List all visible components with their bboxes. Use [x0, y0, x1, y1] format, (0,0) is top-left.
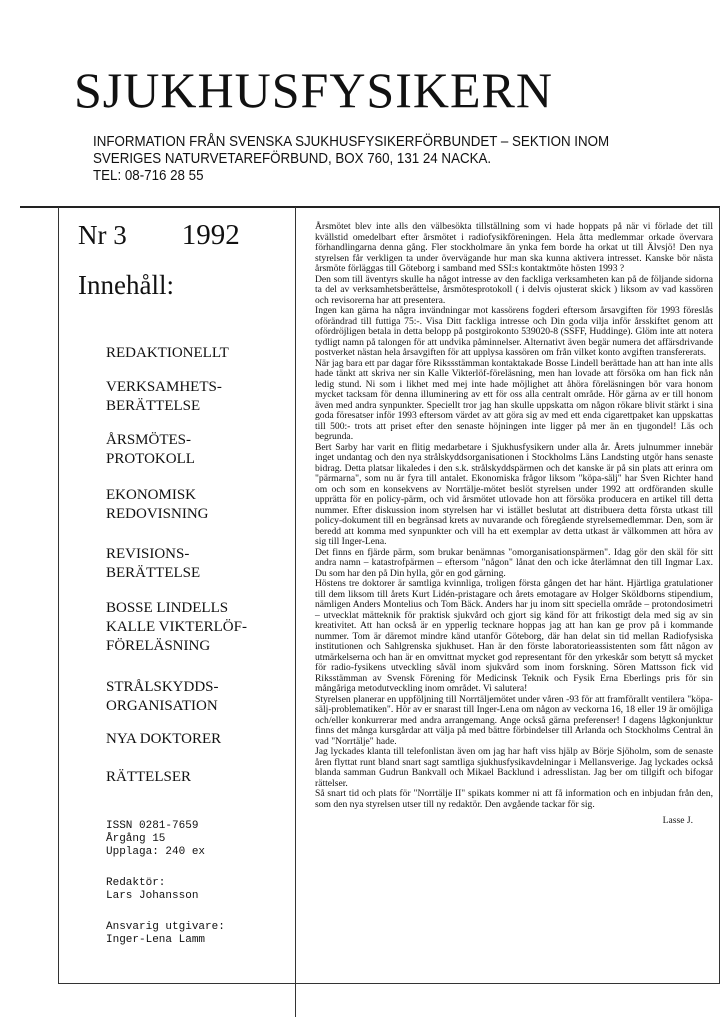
editorial-column	[315, 222, 713, 827]
meta-editor	[106, 877, 225, 903]
toc-item-rattelser: RÄTTELSER	[106, 769, 191, 785]
issue-year: 1992	[181, 219, 240, 251]
editorial-paragraph: Höstens tre doktorer är samtliga kvinnliga, troligen första gången det har hänt. Hjärtliga gratulationer till dem liksom till årets Kurt Lidén-pristagare och årets emotagare av Holger Sköldborns stipendium, nämligen Anders Montelius och Tom Bäck. Anders har ju inom sitt speciella område – protondosimetri – utvecklat mätteknik för praktisk sjukvård och gjort sig känd för att frikostigt dela med sig av sin kreativitet. Att han också är en ypperlig tecknare hoppas jag att han kan ge prov på i kommande nummer. Tom är däremot mindre känd utanför Göteborg, där han delat sin tid mellan Radiofysiska institutionen och Sahlgrenska sjukhuset. Han är den förste laboratorieassistenten som fått någon av utmärkelserna och han är en omvittnat mycket god representant för den yrkeskår som betytt så mycket för radio-fysikens utveckling såväl inom sjukvård som inom forskning. Sören Mattsson fick vid Riksstämman av Svensk Förening för Medicinsk Teknik och Fysik Erna Eberlings pris för sin mångåriga metodutveckling inom området. Vi salutera!	[315, 578, 713, 694]
toc-item-revisionsberattelse: REVISIONS- BERÄTTELSE	[106, 546, 201, 581]
editor-name: Lars Johansson	[106, 890, 199, 902]
editorial-paragraph: Ingen kan gärna ha några invändningar mot kassörens fogderi eftersom årsavgiften för 1993 föreslås oförändrad till futtiga 75:-. Visa Ditt fackliga intresse och Din goda vilja inför årsskiftet genom att ofördröjligen betala in detta belopp på postgirokonto 539020-8 (SSFF, Huddinge). Glöm inte att notera tydligt namn på talongen för att undvika påminnelser. Alternativt även begär numera det affärsdrivande postverket nästan hela årsavgiften för att upplysa kassören om från vilket konto avgiften transfererats.	[315, 305, 713, 358]
masthead-title: SJUKHUSFYSIKERN	[74, 62, 553, 118]
header-divider	[20, 206, 720, 208]
editorial-paragraph: Årsmötet blev inte alls den välbesökta tillställning som vi hade hoppats på när vi förlade det till kvällstid omedelbart efter årsmötet i radiofysikföreningen. Hela åtta medlemmar orkade övervara förhandlingarna denna gång. Fler stockholmare än ynka fem borde ha orkat ut till Älvsjö! Den nya styrelsen får verkligen ta under övervägande hur man ska kunna aktivera intresset. Kanske bör nästa årsmöte förläggas till Göteborg i samband med SSI:s kontaktmöte hösten 1993 ?	[315, 221, 713, 274]
toc-item-redaktionellt: REDAKTIONELLT	[106, 345, 229, 361]
editor-label: Redaktör:	[106, 877, 166, 889]
editorial-paragraph: När jag bara ett par dagar före Rikssstämman kontaktakade Bosse Lindell berättade han att han inte alls hade tänkt att skriva ner sin Kalle Vikterlöf-föreläsning, men han lovade att försöka om han fick nån ledig stund. Ni som i likhet med mej inte hade möjlighet att åhöra föreläsningen bör vara honom mycket tacksam för denna illuminering av ett för oss alla centralt område. Hör gärna av er till honom även med andra synpunkter. Speciellt tror jag han skulle uppskatta om någon rökare blivit stärkt i sina goda föresatser inför 1993 eftersom värdet av att göra sig av med ett enda cigarettpaket kan uppskattas till 500:- trots att priset efter den senaste höjningen inte ligger på mer än en tjugondel! Läs och begrunda.	[315, 357, 713, 442]
publication-meta	[106, 820, 225, 965]
publisher-info-line: TEL: 08-716 28 55	[93, 168, 204, 184]
issue-line	[78, 220, 288, 250]
editorial-paragraph: Så snart tid och plats för "Norrtälje II" spikats kommer ni att få information och en inbjudan från den, som den nya styrelsen utser till ny redaktör. Den avgående tackar för sig.	[315, 788, 713, 810]
toc-item-stralskyddsorganisation: STRÅLSKYDDS- ORGANISATION	[106, 679, 219, 714]
footer-divider	[58, 983, 720, 984]
upplaga: Upplaga: 240 ex	[106, 846, 206, 858]
argang: Årgång 15	[106, 833, 166, 845]
toc-item-nya-doktorer: NYA DOKTORER	[106, 731, 222, 747]
editorial-paragraph: Den som till äventyrs skulle ha något intresse av den fackliga verksamheten kan på de följande sidorna ta del av verksamhetsberättelse, årsmötesprotokoll ( i delvis ojusterat skick ) liksom av vad kassören och revisorerna har att presentera.	[315, 273, 713, 306]
publisher-label: Ansvarig utgivare:	[106, 921, 225, 933]
editorial-paragraph: Bert Sarby har varit en flitig medarbetare i Sjukhusfysikern under alla år. Årets julnummer innebär inget undantag och den nya strålskyddsorganisationen i Stockholms Läns Landsting utgör hans senaste bidrag. Detta platsar likaledes i den s.k. strålskyddspärmen och det kanske är på sin plats att erinra om "pärmarna", som nu är fyra till antalet. Ekonomiska frågor liksom "köpa-sälj" har Sven Richter hand om och som en konsekvens av Norrtälje-mötet beslöt styrelsen under 1992 att ordföranden skulle upprätta för en policy-pärm, och vid årsmötet utlovade hon att försöka producera en artikel till detta nummer. Efter diskussion inom styrelsen har vi istället beslutat att distribuera detta första utkast till policy-dokument till en begränsad krets av nuvarande och föregående styrelsemedlemmar. Den, som är beredd att komma med synpunkter och vill ha ett exemplar av detta utkast är välkommen att höra av sig till Inger-Lena.	[315, 441, 713, 547]
issue-number: Nr 3	[78, 220, 127, 250]
issn: ISSN 0281-7659	[106, 820, 199, 832]
editorial-paragraph: Styrelsen planerar en uppföljning till Norrtäljemötet under våren -93 för att framförallt ventilera "köpa-sälj-problematiken". Hör av er snarast till Inger-Lena om någon av veckorna 16, 18 eller 19 är omöjliga och/eller konkurrerar med andra arrangemang. Ange också gärna preferenser! I dagens lågkonjunktur finns det många kursgårdar att välja på med bättre förbindelser till Arlanda och Stockholms Central än vad "Norrtälje" hade.	[315, 693, 713, 747]
right-border	[719, 207, 720, 983]
toc-item-verksamhetsberattelse: VERKSAMHETS- BERÄTTELSE	[106, 379, 222, 414]
publisher-info-line: INFORMATION FRÅN SVENSKA SJUKHUSFYSIKERFÖRBUNDET – SEKTION INOM	[93, 134, 610, 150]
publisher-name: Inger-Lena Lamm	[106, 934, 206, 946]
editorial-paragraph: Det finns en fjärde pärm, som brukar benämnas "omorganisationspärmen". Idag gör den skäl för sitt andra namn – katastrofpärmen – eftersom "någon" lånat den och icke återlämnat den till Ingmar Lax. Du som har den på Din hylla, gör en god gärning.	[315, 546, 713, 579]
toc-item-arsmotesprotokoll: ÅRSMÖTES- PROTOKOLL	[106, 432, 195, 467]
toc-item-vikterlof-forelasning: BOSSE LINDELLS KALLE VIKTERLÖF- FÖRELÄSNING	[106, 600, 247, 654]
left-border	[58, 207, 59, 983]
publisher-info-line: SVERIGES NATURVETAREFÖRBUND, BOX 760, 131 24 NACKA.	[93, 151, 492, 167]
meta-publication	[106, 820, 225, 859]
toc-title: Innehåll:	[78, 270, 174, 300]
toc-item-ekonomisk-redovisning: EKONOMISK REDOVISNING	[106, 487, 209, 522]
editorial-signature: Lasse J.	[662, 815, 693, 826]
contents-column	[78, 220, 288, 980]
column-divider	[295, 207, 296, 1017]
meta-publisher	[106, 921, 225, 947]
publisher-info	[93, 134, 713, 185]
editorial-paragraph: Jag lyckades klanta till telefonlistan även om jag har haft viss hjälp av Börje Sjöholm, som de senaste åren flyttat runt bland snart sagt samtliga sjukhusfysikavdelningar i Mellansverige. Jag lyckades också blanda samman Gudrun Bankvall och Mikael Backlund i adresslistan. Jag ber om tillgift och bifogar rättelser.	[315, 746, 713, 789]
